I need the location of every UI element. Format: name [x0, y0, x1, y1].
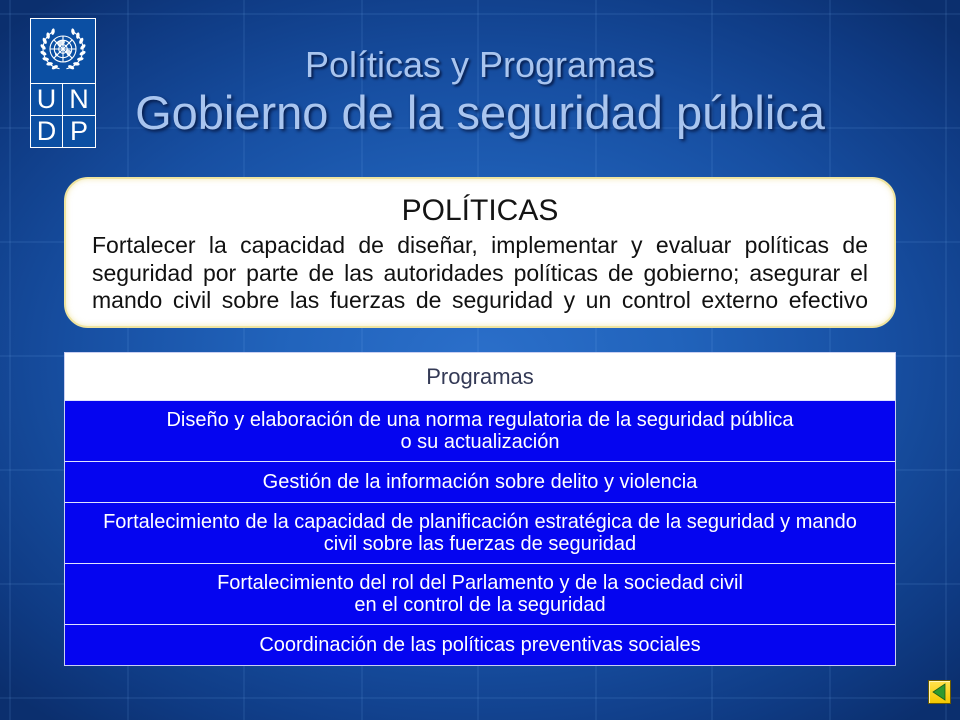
program-row: [65, 624, 895, 665]
program-row-text: Diseño y elaboración de una norma regulatoria de la seguridad pública: [166, 409, 794, 431]
logo-letter-n: N: [63, 83, 95, 115]
previous-slide-button[interactable]: [928, 680, 951, 704]
program-row-text: Gestión de la información sobre delito y violencia: [262, 471, 698, 493]
program-row-text: Fortalecimiento de la capacidad de planificación estratégica de la seguridad y mando: [103, 511, 857, 533]
policies-box: [64, 177, 896, 328]
program-row-text: Coordinación de las políticas preventivas sociales: [259, 634, 701, 656]
program-row-text: en el control de la seguridad: [354, 594, 606, 616]
program-row-text: o su actualización: [400, 431, 560, 453]
program-row: [65, 563, 895, 624]
programs-header: Programas: [65, 353, 895, 400]
policies-text: Fortalecer la capacidad de diseñar, implementar y evaluar políticas de seguridad por parte de las autoridades políticas de gobierno; asegurar el mando civil sobre las fuerzas de seguridad y un control externo efectivo: [92, 232, 868, 313]
program-row-text: civil sobre las fuerzas de seguridad: [323, 533, 637, 555]
policies-heading: POLÍTICAS: [401, 194, 559, 227]
program-row-text: Fortalecimiento del rol del Parlamento y de la sociedad civil: [217, 572, 743, 594]
slide-subtitle: Políticas y Programas: [304, 44, 656, 85]
logo-letter-p: P: [63, 115, 95, 147]
program-row: [65, 461, 895, 502]
back-arrow-icon: [929, 681, 950, 703]
slide-title: Gobierno de la seguridad pública: [135, 86, 825, 139]
logo-letter-u: U: [31, 83, 63, 115]
logo-letter-d: D: [31, 115, 63, 147]
program-row: [65, 502, 895, 563]
program-row: [65, 400, 895, 461]
programs-table: [64, 352, 896, 666]
programs-rows: [65, 400, 895, 665]
